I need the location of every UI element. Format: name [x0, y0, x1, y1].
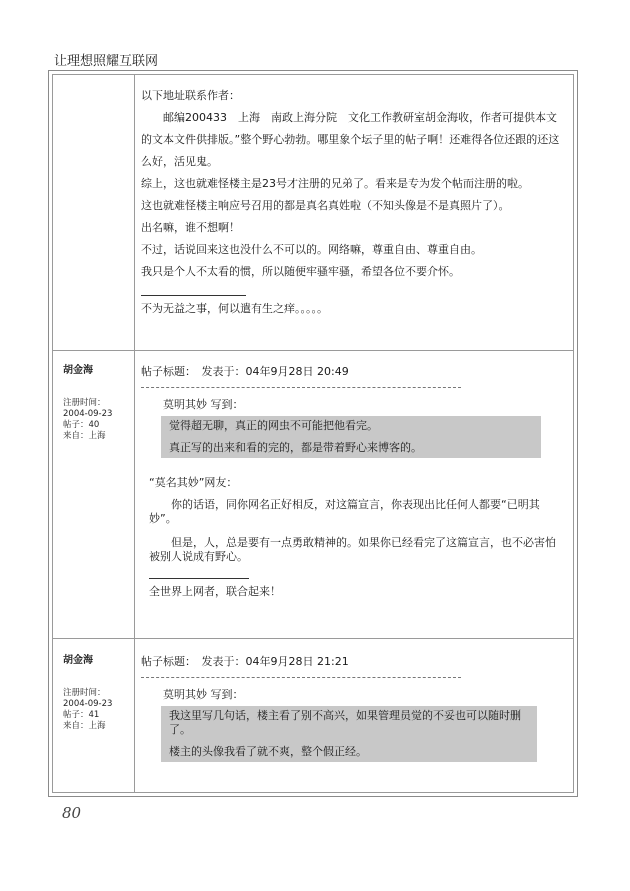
username[interactable]: 胡金海 [63, 365, 93, 376]
signature-divider [141, 295, 246, 296]
reg-date: 2004-09-23 [63, 409, 113, 419]
user-location: 来自：上海 [63, 721, 106, 731]
quote-author: 莫明其妙 写到： [163, 398, 244, 411]
quote-line: 真正写的出来和看的完的，都是带着野心来博客的。 [169, 441, 422, 454]
post-body-line: 但是，人，总是要有一点勇敢精神的。如果你已经看完了这篇宣言，也不必害怕被别人说成有野心。 [149, 536, 556, 563]
user-location: 来自：上海 [63, 431, 106, 441]
intro-line: 不过，话说回来这也没什么不可以的。网络嘛，尊重自由、尊重自由。 [141, 243, 482, 256]
post-title-line: 帖子标题： 发表于：04年9月28日 21:21 [141, 655, 349, 668]
quote-line: 我这里写几句话，楼主看了别不高兴，如果管理员觉的不妥也可以随时删了。 [169, 709, 521, 736]
quote-author: 莫明其妙 写到： [163, 688, 244, 701]
intro-line: 邮编200433 上海 南政上海分院 文化工作教研室胡金海收，作者可提供本文的文本文件供排版。”整个野心勃勃。哪里象个坛子里的帖子啊！还难得各位还跟的还这么好，活见鬼。 [141, 111, 560, 168]
post-user-info [63, 365, 129, 442]
page-header-title: 让理想照耀互联网 [54, 54, 159, 69]
post-divider [141, 677, 461, 678]
intro-line: 综上，这也就难怪楼主是23号才注册的兄弟了。看来是专为发个帖而注册的啦。 [141, 177, 529, 190]
quote-box [161, 416, 541, 458]
post-count: 帖子：40 [63, 420, 100, 430]
quote-line: 楼主的头像我看了就不爽，整个假正经。 [169, 745, 367, 758]
post-signature: 全世界上网者，联合起来！ [149, 585, 281, 598]
row-divider [53, 350, 573, 351]
post-count: 帖子：41 [63, 710, 100, 720]
intro-signature: 不为无益之事，何以遣有生之痒。。。。。 [141, 302, 328, 315]
forum-frame [48, 70, 578, 797]
post-addressee: “莫名其妙”网友： [149, 476, 238, 489]
post-content [141, 365, 565, 599]
reg-label: 注册时间： [63, 688, 106, 698]
intro-line: 出名嘛，谁不想啊！ [141, 221, 240, 234]
post-user-info [63, 655, 129, 732]
intro-content [141, 89, 565, 316]
signature-divider [149, 578, 249, 579]
row-divider [53, 638, 573, 639]
page-number: 80 [62, 804, 82, 822]
intro-line: 这也就难怪楼主响应号召用的都是真名真姓啦（不知头像是不是真照片了）。 [141, 199, 510, 212]
intro-line: 以下地址联系作者： [141, 89, 240, 102]
column-divider [134, 75, 135, 792]
quote-box [161, 706, 537, 762]
reg-label: 注册时间： [63, 398, 106, 408]
post-title-line: 帖子标题： 发表于：04年9月28日 20:49 [141, 365, 349, 378]
quote-line: 觉得超无聊，真正的网虫不可能把他看完。 [169, 419, 378, 432]
reg-date: 2004-09-23 [63, 699, 113, 709]
intro-line: 我只是个人不太看的惯，所以随便牢骚牢骚，希望各位不要介怀。 [141, 265, 460, 278]
username[interactable]: 胡金海 [63, 655, 93, 666]
forum-table [52, 74, 574, 793]
post-divider [141, 387, 461, 388]
post-content [141, 655, 565, 762]
post-body-line: 你的话语，同你网名正好相反，对这篇宣言，你表现出比任何人都要“已明其妙”。 [149, 498, 540, 525]
